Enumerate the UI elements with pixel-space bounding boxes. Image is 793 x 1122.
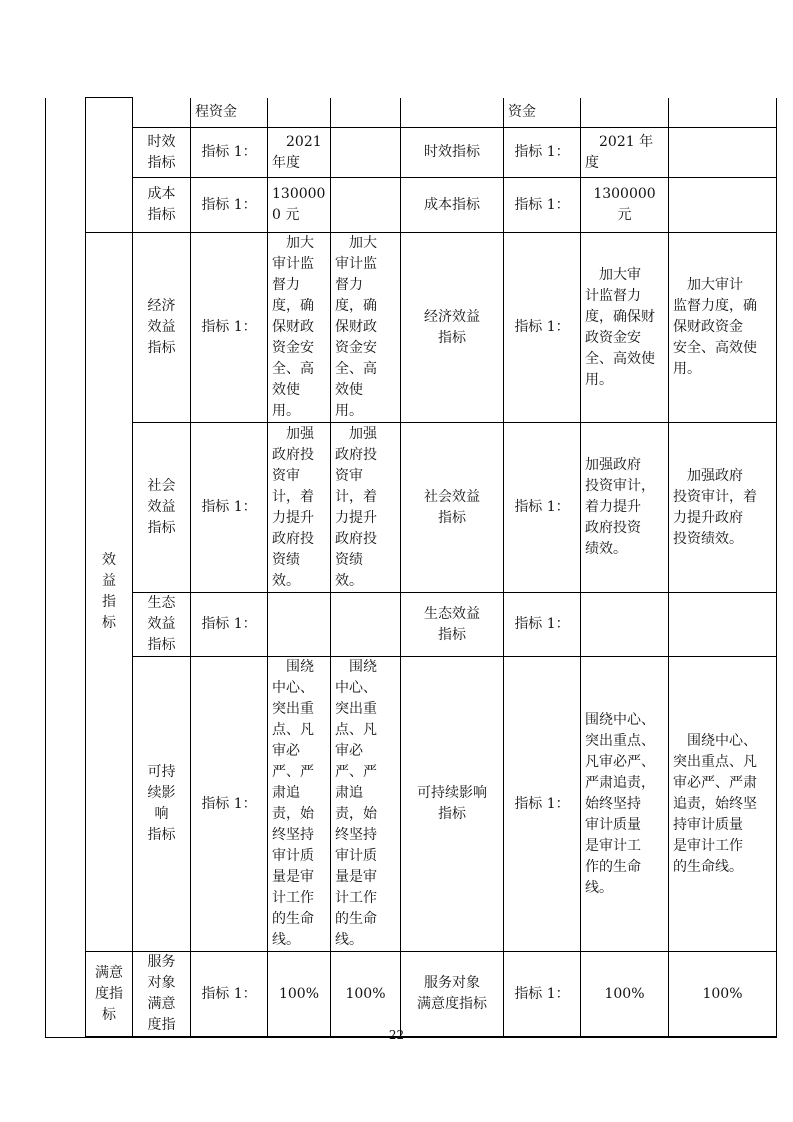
cell-indicator-label-2: 指标 1： xyxy=(504,593,581,657)
cell-indicator-label: 指标 1： xyxy=(191,952,268,1038)
cell-indicator-label: 指标 1： xyxy=(191,128,268,178)
cell-indicator-name-2: 时效指标 xyxy=(401,128,504,178)
table-row xyxy=(46,98,777,128)
cell-indicator-label: 指标 1： xyxy=(191,593,268,657)
table-row xyxy=(46,128,777,178)
table-row xyxy=(46,593,777,657)
cell-value-1: 100% xyxy=(268,952,331,1038)
outer-category-cell xyxy=(46,98,86,1038)
cell-indicator-name-2 xyxy=(401,98,504,128)
cell-value-1: 2021 年度 xyxy=(268,128,331,178)
cell-indicator-label-2: 指标 1： xyxy=(504,657,581,952)
table-row xyxy=(46,657,777,952)
table-row xyxy=(46,178,777,233)
cell-indicator-label-2: 指标 1： xyxy=(504,128,581,178)
cell-value-2 xyxy=(331,98,401,128)
cell-indicator-name-2: 社会效益 指标 xyxy=(401,423,504,593)
cell-value-2 xyxy=(331,593,401,657)
cell-indicator-label: 指标 1： xyxy=(191,233,268,423)
table-row xyxy=(46,423,777,593)
cell-indicator-label-2: 指标 1： xyxy=(504,233,581,423)
cell-value-3: 2021 年 度 xyxy=(581,128,669,178)
table-row xyxy=(46,952,777,1038)
cell-value-4 xyxy=(669,98,777,128)
cell-indicator-label-2: 指标 1： xyxy=(504,952,581,1038)
cell-value-3: 加大审 计监督力 度，确保财 政资金安 全、高效使 用。 xyxy=(581,233,669,423)
cell-indicator-label: 指标 1： xyxy=(191,178,268,233)
cell-indicator-name-2: 经济效益 指标 xyxy=(401,233,504,423)
cell-indicator-name: 时效 指标 xyxy=(133,128,191,178)
cell-value-2: 加强 政府投 资审 计，着 力提升 政府投 资绩 效。 xyxy=(331,423,401,593)
cell-value-1 xyxy=(268,593,331,657)
cell-value-4: 100% xyxy=(669,952,777,1038)
category-cell-satisfaction: 满意 度指 标 xyxy=(86,952,133,1038)
cell-value-2: 围绕 中心、 突出重 点、凡 审必 严、严 肃追 责，始 终坚持 审计质 量是审 计工作 的生命 线。 xyxy=(331,657,401,952)
cell-indicator-label-2: 指标 1： xyxy=(504,178,581,233)
cell-value-1: 加大 审计监 督力 度，确 保财政 资金安 全、高 效使 用。 xyxy=(268,233,331,423)
cell-indicator-label: 指标 1： xyxy=(191,423,268,593)
cell-indicator-name: 成本 指标 xyxy=(133,178,191,233)
cell-indicator-label-2: 指标 1： xyxy=(504,423,581,593)
cell-value-2: 加大 审计监 督力 度，确 保财政 资金安 全、高 效使 用。 xyxy=(331,233,401,423)
cell-value-3: 1300000 元 xyxy=(581,178,669,233)
table-row xyxy=(46,233,777,423)
cell-indicator-name-2: 成本指标 xyxy=(401,178,504,233)
cell-indicator-name: 可持 续影 响 指标 xyxy=(133,657,191,952)
cell-value-3: 围绕中心、 突出重点、 凡审必严、 严肃追责， 始终坚持 审计质量 是审计工 作的生命 线。 xyxy=(581,657,669,952)
cell-value-2 xyxy=(331,178,401,233)
cell-indicator-label-2: 资金 xyxy=(504,98,581,128)
cell-indicator-label: 程资金 xyxy=(191,98,268,128)
category-cell-benefit: 效 益 指 标 xyxy=(86,233,133,952)
cell-value-3 xyxy=(581,98,669,128)
cell-value-1: 加强 政府投 资审 计，着 力提升 政府投 资绩 效。 xyxy=(268,423,331,593)
cell-indicator-name xyxy=(133,98,191,128)
cell-indicator-name-2: 服务对象 满意度指标 xyxy=(401,952,504,1038)
cell-indicator-name: 社会 效益 指标 xyxy=(133,423,191,593)
cell-indicator-name: 经济 效益 指标 xyxy=(133,233,191,423)
cell-value-3 xyxy=(581,593,669,657)
cell-value-4 xyxy=(669,128,777,178)
cell-value-1 xyxy=(268,98,331,128)
cell-value-3: 100% xyxy=(581,952,669,1038)
cell-indicator-name: 生态 效益 指标 xyxy=(133,593,191,657)
cell-indicator-name: 服务 对象 满意 度指 xyxy=(133,952,191,1038)
page-number: 22 xyxy=(388,1028,405,1042)
cell-value-1: 130000 0 元 xyxy=(268,178,331,233)
cell-value-3: 加强政府 投资审计， 着力提升 政府投资 绩效。 xyxy=(581,423,669,593)
cell-indicator-label: 指标 1： xyxy=(191,657,268,952)
category-cell xyxy=(86,98,133,233)
cell-value-4: 加大审计 监督力度，确 保财政资金 安全、高效使 用。 xyxy=(669,233,777,423)
performance-indicator-table xyxy=(45,97,777,1038)
cell-value-2: 100% xyxy=(331,952,401,1038)
cell-value-4: 加强政府 投资审计，着 力提升政府 投资绩效。 xyxy=(669,423,777,593)
cell-value-4: 围绕中心、 突出重点、凡 审必严、严肃 追责，始终坚 持审计质量 是审计工作 的生命线。 xyxy=(669,657,777,952)
cell-indicator-name-2: 可持续影响 指标 xyxy=(401,657,504,952)
cell-value-1: 围绕 中心、 突出重 点、凡 审必 严、严 肃追 责，始 终坚持 审计质 量是审 计工作 的生命 线。 xyxy=(268,657,331,952)
cell-value-2 xyxy=(331,128,401,178)
cell-value-4 xyxy=(669,178,777,233)
cell-indicator-name-2: 生态效益 指标 xyxy=(401,593,504,657)
cell-value-4 xyxy=(669,593,777,657)
